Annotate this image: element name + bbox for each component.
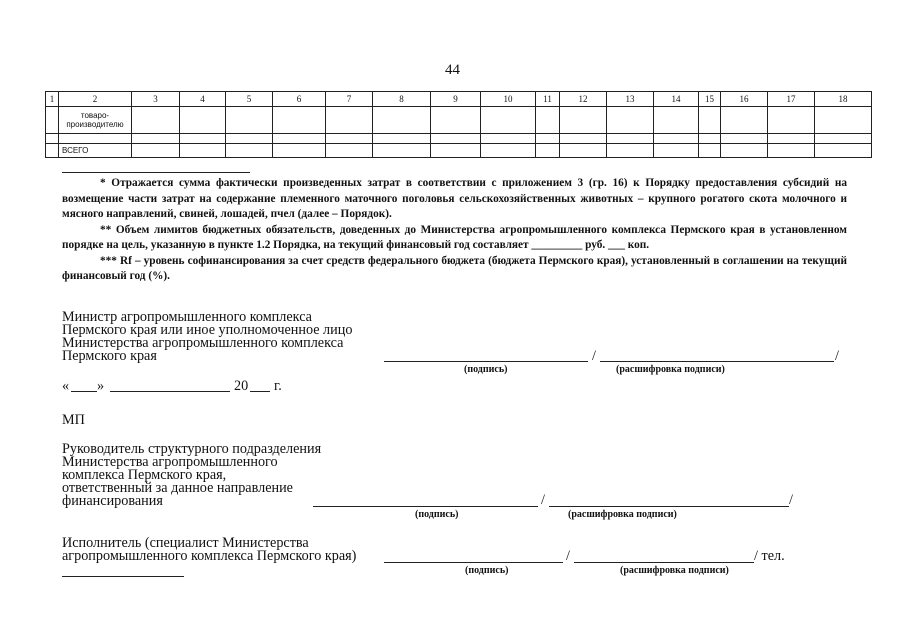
head-name-line [549,506,789,507]
footnote-3: *** Rf – уровень софинансирования за счет средств федерального бюджета (бюджета Пермского края), установленный в соглашении на текущий финансовый год (%). [62,254,847,282]
col-header: 15 [699,92,721,107]
col-header: 11 [536,92,560,107]
minister-title-line-4: Пермского края [62,348,157,364]
minister-title-line-3: Министерства агропромышленного комплекса [62,335,344,351]
minister-signature-caption: (подпись) [464,364,508,375]
minister-slash-end: / [835,348,839,364]
date-year-line [250,391,270,392]
head-signature-caption: (подпись) [415,509,459,520]
minister-name-caption: (расшифровка подписи) [616,364,725,375]
total-label: ВСЕГО [59,144,132,158]
date-open-quote: « [62,378,70,394]
minister-signature-line [384,361,588,362]
col-header: 13 [607,92,654,107]
col-header: 9 [431,92,481,107]
col-header: 14 [654,92,699,107]
executor-slash-end: / тел. [754,548,785,564]
col-header: 16 [721,92,768,107]
minister-title-line-2: Пермского края или иное уполномоченное лицо [62,322,353,338]
footnote-1: * Отражается сумма фактически произведенных затрат в соответствии с приложением 3 (гр. 16) к Порядку предоставления субсидий на возмещение части затрат на содержание племенного маточного поголовья сельскохозяйственных животных – крупного рогатого скота молочного и мясного направлений, свиней, лошадей, пчел (далее – Порядок). [62,177,847,220]
head-title-line-5: финансирования [62,493,163,509]
executor-slash: / [566,548,570,564]
producer-label: товаро-производителю [59,107,132,134]
head-name-caption: (расшифровка подписи) [568,509,677,520]
executor-phone-line [62,576,184,577]
executor-signature-line [384,562,563,563]
col-header: 10 [481,92,536,107]
col-header: 5 [226,92,273,107]
head-signature-line [313,506,538,507]
col-header: 3 [132,92,180,107]
col-header: 8 [373,92,431,107]
head-title-line-3: комплекса Пермского края, [62,467,227,483]
head-title-line-2: Министерства агропромышленного [62,454,278,470]
date-close-quote: » [97,378,105,394]
executor-name-line [574,562,754,563]
table-row [46,134,872,144]
col-header: 6 [273,92,326,107]
executor-signature-caption: (подпись) [465,565,509,576]
stamp-label: МП [62,412,85,428]
head-slash: / [541,492,545,508]
table-row [46,107,872,134]
col-header: 12 [560,92,607,107]
col-header: 2 [59,92,132,107]
executor-name-caption: (расшифровка подписи) [620,565,729,576]
head-title-line-4: ответственный за данное направление [62,480,293,496]
col-header: 1 [46,92,59,107]
col-header: 18 [815,92,872,107]
col-header: 17 [768,92,815,107]
minister-slash: / [592,348,596,364]
footnote-separator [62,172,250,173]
date-month-line [110,391,230,392]
col-header: 4 [180,92,226,107]
date-day-line [71,391,97,392]
head-title-line-1: Руководитель структурного подразделения [62,441,322,457]
footnote-2: ** Объем лимитов бюджетных обязательств, доведенных до Министерства агропромышленного комплекса Пермского края в установленном порядке на цель, указанную в пункте 1.2 Порядка, на текущий финансовый год составляет _________ руб. ___ коп. [62,223,847,251]
executor-title-line-2: агропромышленного комплекса Пермского края) [62,548,357,564]
executor-title-line-1: Исполнитель (специалист Министерства [62,535,309,551]
col-header: 7 [326,92,373,107]
data-table [45,91,872,158]
minister-title-line-1: Министр агропромышленного комплекса [62,309,312,325]
table-row [46,144,872,158]
page-number: 44 [445,62,460,78]
minister-name-line [600,361,834,362]
date-year-prefix: 20 [234,378,249,394]
date-year-suffix: г. [274,378,282,394]
footnotes [62,176,847,285]
table-header-row [46,92,872,107]
head-slash-end: / [789,492,793,508]
